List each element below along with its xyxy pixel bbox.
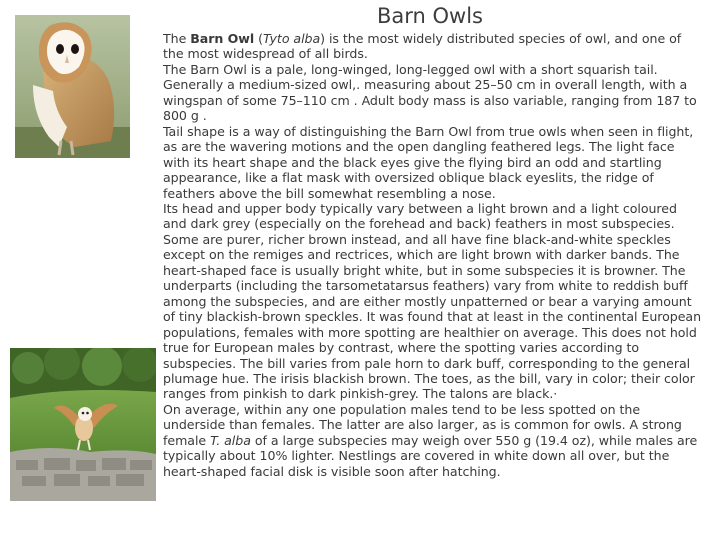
species-name: Barn Owl (190, 31, 255, 46)
scientific-name: T. alba (210, 432, 251, 448)
text-fragment: On average, within any one population males tend to be less spotted on the underside than females. The latter are also larger, as is common for owls. A strong female (163, 401, 682, 448)
paragraph-tail-shape: Tail shape is a way of distinguishing the Barn Owl from true owls when seen in flight, as are the wavering motions and the open dangling feathered legs. The light face with its heart shape and the black eyes give the flying bird an odd and startling appearance, like a flat mask with oversized oblique black eyeslits, the ridge of feathers above the bill somewhat resembling a nose. (163, 123, 694, 201)
paragraph-intro (163, 31, 701, 62)
paragraph-sexual-dimorphism (163, 402, 701, 479)
paragraph-description: The Barn Owl is a pale, long-winged, long-legged owl with a short squarish tail. Generally a medium-sized owl,. measuring about 25–50 cm in overall length, with a wingspan of some 75–110 cm . Adult body mass is also variable, ranging from 187 to 800 g . (163, 61, 697, 124)
page-title: Barn Owls (376, 4, 483, 28)
barn-owl-flight-photo (10, 348, 156, 501)
article-body (163, 31, 701, 479)
paragraph-plumage: Its head and upper body typically vary between a light brown and a light coloured and dark grey (especially on the forehead and back) feathers in most subspecies. Some are purer, richer brown instead, and all have fine black-and-white speckles except on the remiges and rectrices, which are light brown with darker bands. The heart-shaped face is usually bright white, but in some subspecies it is browner. The underparts (including the tarsometatarsus feathers) vary from white to reddish buff among the subspecies, and are either mostly unpatterned or bear a varying amount of tiny blackish-brown speckles. It was found that at least in the continental European populations, females with more spotting are healthier on average. This does not hold true for European males by contrast, where the spotting varies according to subspecies. The bill varies from pale horn to dark buff, corresponding to the general plumage hue. The irisis blackish brown. The toes, as the bill, vary in color; their color ranges from pinkish to dark pinkish-grey. The talons are black.· (163, 200, 701, 402)
barn-owl-portrait-photo (15, 15, 130, 158)
text-fragment: ( (254, 31, 263, 46)
text-fragment: ) is the most widely distributed species of owl, and one of the most widespread of all birds. (163, 31, 682, 62)
scientific-name: Tyto alba (262, 31, 321, 46)
text-fragment: The (163, 31, 191, 46)
text-fragment: of a large subspecies may weigh over 550 g (19.4 oz), while males are typically about 10% lighter. Nestlings are covered in white down all over, but the heart-shaped facial disk is visible soon after hatching. (163, 432, 698, 479)
